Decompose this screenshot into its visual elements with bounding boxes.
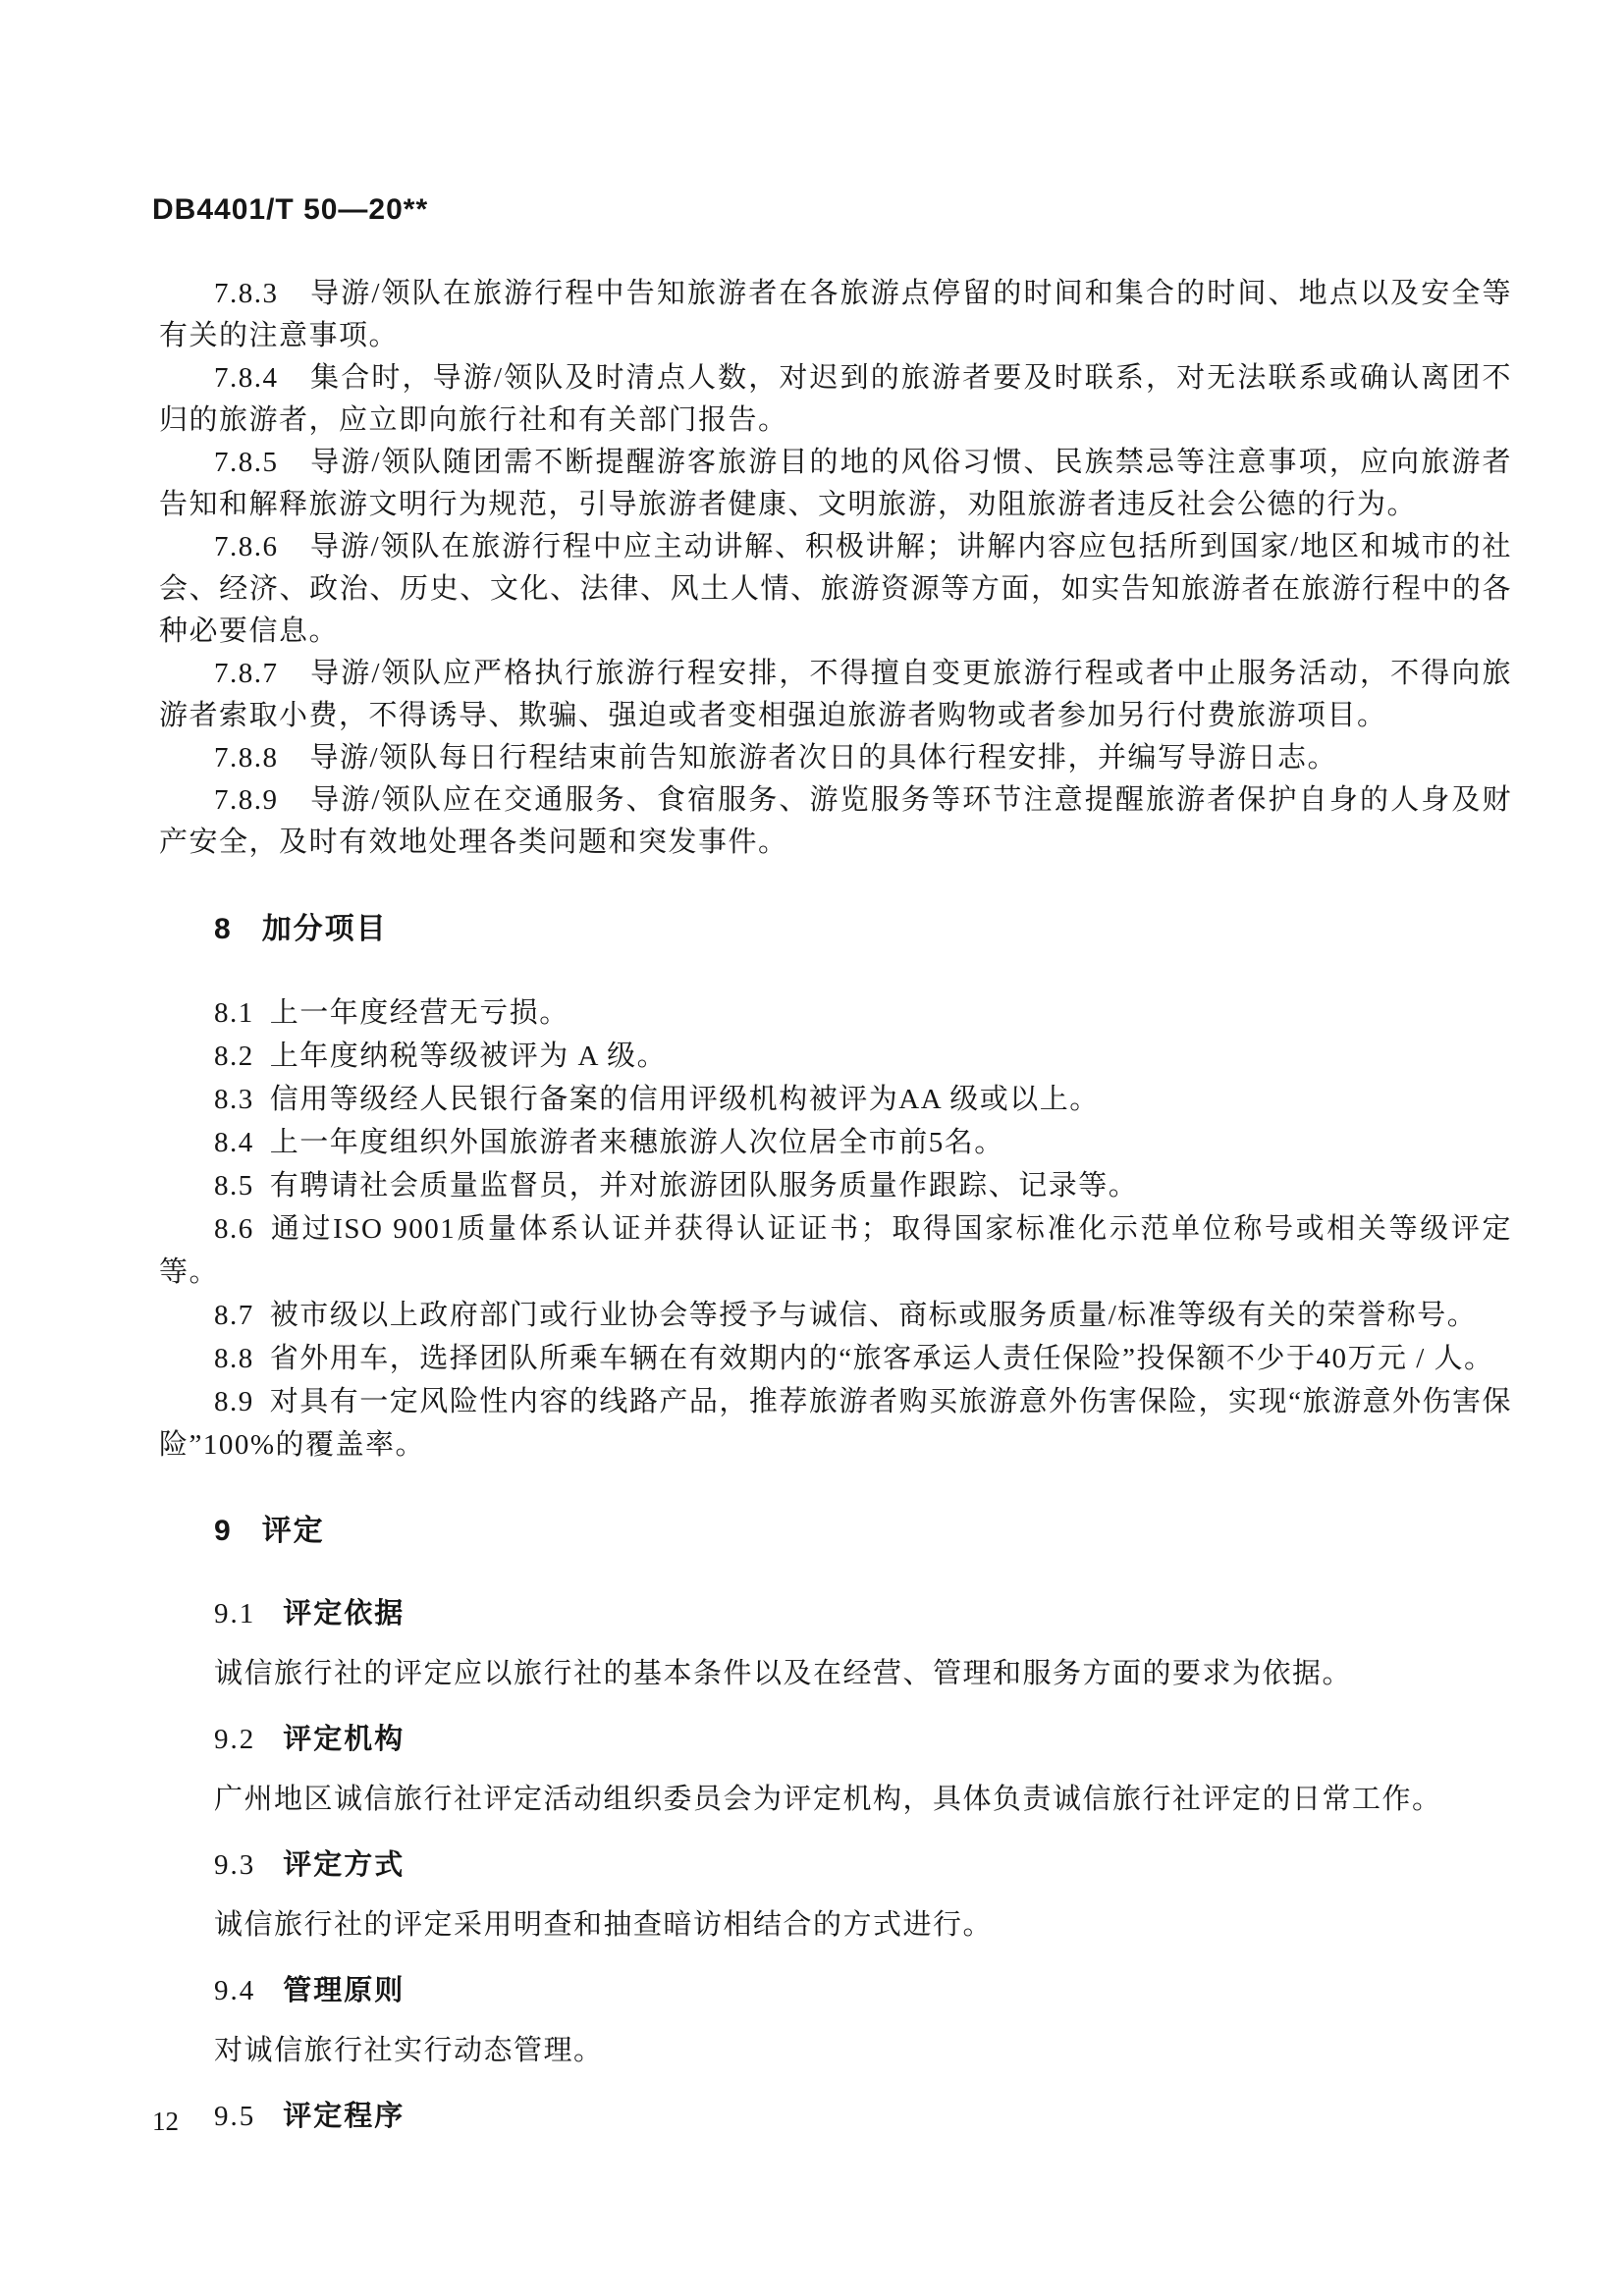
- clause-number: 7.8.3: [214, 278, 279, 309]
- item-number: 8.7: [214, 1300, 254, 1331]
- subsection-9-5-heading: [159, 2096, 1512, 2138]
- item-text: 被市级以上政府部门或行业协会等授予与诚信、商标或服务质量/标准等级有关的荣誉称号。: [269, 1300, 1478, 1331]
- item-text: 上一年度经营无亏损。: [269, 997, 569, 1029]
- page-number: 12: [152, 2107, 179, 2136]
- clause-7-8-9: [159, 779, 1512, 864]
- clause-text: 导游/领队在旅游行程中应主动讲解、积极讲解；讲解内容应包括所到国家/地区和城市的社会、经济、政治、历史、文化、法律、风土人情、旅游资源等方面，如实告知旅游者在旅游行程中的各种必要信息。: [159, 531, 1512, 647]
- clause-7-8-7: [159, 653, 1512, 737]
- subsection-9-2-heading: [159, 1719, 1512, 1761]
- section-9-heading: [159, 1510, 1512, 1552]
- subsection-9-4-body: 对诚信旅行社实行动态管理。: [214, 2035, 604, 2066]
- clause-7-8-8: [159, 737, 1512, 779]
- item-number: 8.1: [214, 997, 254, 1029]
- document-content: [159, 273, 1512, 2138]
- item-text: 信用等级经人民银行备案的信用评级机构被评为AA 级或以上。: [269, 1084, 1100, 1115]
- item-text: 有聘请社会质量监督员，并对旅游团队服务质量作跟踪、记录等。: [269, 1170, 1139, 1201]
- subsection-9-3-heading: [159, 1844, 1512, 1887]
- item-number: 8.4: [214, 1127, 254, 1158]
- clause-number: 7.8.9: [214, 784, 279, 816]
- bonus-item-8-9: [159, 1380, 1512, 1467]
- clause-text: 导游/领队每日行程结束前告知旅游者次日的具体行程安排，并编写导游日志。: [309, 742, 1338, 774]
- subsection-number: 9.2: [214, 1724, 256, 1755]
- item-number: 8.6: [214, 1213, 254, 1245]
- bonus-item-8-5: [159, 1164, 1512, 1207]
- subsection-9-2: [159, 1719, 1512, 1821]
- item-text: 对具有一定风险性内容的线路产品，推荐旅游者购买旅游意外伤害保险，实现“旅游意外伤害保险”100%的覆盖率。: [159, 1386, 1512, 1461]
- subsection-9-5: [159, 2096, 1512, 2138]
- section-title: 加分项目: [261, 913, 388, 945]
- clause-7-8-5: [159, 442, 1512, 526]
- bonus-item-8-1: [159, 991, 1512, 1035]
- clause-number: 7.8.4: [214, 362, 279, 394]
- subsection-9-3: [159, 1844, 1512, 1947]
- clause-7-8-4: [159, 357, 1512, 442]
- section-title: 评定: [261, 1515, 325, 1547]
- bonus-item-8-8: [159, 1337, 1512, 1380]
- item-number: 8.9: [214, 1386, 254, 1417]
- section-number: 9: [214, 1515, 233, 1547]
- clause-number: 7.8.8: [214, 742, 279, 774]
- bonus-item-8-6: [159, 1207, 1512, 1294]
- subsection-number: 9.4: [214, 1975, 256, 2006]
- clause-text: 导游/领队随团需不断提醒游客旅游目的地的风俗习惯、民族禁忌等注意事项，应向旅游者告知和解释旅游文明行为规范，引导旅游者健康、文明旅游，劝阻旅游者违反社会公德的行为。: [159, 447, 1512, 520]
- clause-number: 7.8.5: [214, 447, 279, 478]
- section-8-heading: [159, 908, 1512, 950]
- subsection-title: 评定程序: [283, 2101, 406, 2132]
- subsection-9-2-body: 广州地区诚信旅行社评定活动组织委员会为评定机构，具体负责诚信旅行社评定的日常工作。: [214, 1784, 1442, 1815]
- item-number: 8.2: [214, 1041, 254, 1072]
- document-code-header: DB4401/T 50—20**: [152, 193, 429, 226]
- clause-number: 7.8.7: [214, 658, 279, 689]
- item-number: 8.5: [214, 1170, 254, 1201]
- item-text: 上年度纳税等级被评为 A 级。: [269, 1041, 668, 1072]
- clause-number: 7.8.6: [214, 531, 279, 562]
- subsection-title: 评定方式: [283, 1849, 406, 1881]
- subsection-title: 评定依据: [283, 1598, 406, 1629]
- bonus-item-8-3: [159, 1078, 1512, 1121]
- bonus-item-8-2: [159, 1035, 1512, 1078]
- subsection-title: 评定机构: [283, 1724, 406, 1755]
- item-number: 8.3: [214, 1084, 254, 1115]
- item-text: 上一年度组织外国旅游者来穗旅游人次位居全市前5名。: [269, 1127, 1004, 1158]
- clause-text: 集合时，导游/领队及时清点人数，对迟到的旅游者要及时联系，对无法联系或确认离团不归的旅游者，应立即向旅行社和有关部门报告。: [159, 362, 1512, 436]
- bonus-item-8-4: [159, 1121, 1512, 1164]
- subsection-9-4-heading: [159, 1970, 1512, 2012]
- subsection-number: 9.3: [214, 1849, 256, 1881]
- item-number: 8.8: [214, 1343, 254, 1374]
- clause-text: 导游/领队在旅游行程中告知旅游者在各旅游点停留的时间和集合的时间、地点以及安全等有关的注意事项。: [159, 278, 1512, 351]
- clause-text: 导游/领队应严格执行旅游行程安排，不得擅自变更旅游行程或者中止服务活动，不得向旅游者索取小费，不得诱导、欺骗、强迫或者变相强迫旅游者购物或者参加另行付费旅游项目。: [159, 658, 1512, 731]
- subsection-9-1-body: 诚信旅行社的评定应以旅行社的基本条件以及在经营、管理和服务方面的要求为依据。: [214, 1658, 1353, 1689]
- clause-text: 导游/领队应在交通服务、食宿服务、游览服务等环节注意提醒旅游者保护自身的人身及财产安全，及时有效地处理各类问题和突发事件。: [159, 784, 1512, 858]
- bonus-item-8-7: [159, 1294, 1512, 1337]
- subsection-title: 管理原则: [283, 1975, 406, 2006]
- subsection-9-3-body: 诚信旅行社的评定采用明查和抽查暗访相结合的方式进行。: [214, 1909, 994, 1941]
- subsection-number: 9.5: [214, 2101, 256, 2132]
- clause-7-8-3: [159, 273, 1512, 357]
- subsection-9-1-heading: [159, 1593, 1512, 1635]
- subsection-9-4: [159, 1970, 1512, 2072]
- subsection-number: 9.1: [214, 1598, 256, 1629]
- item-text: 通过ISO 9001质量体系认证并获得认证证书；取得国家标准化示范单位称号或相关等级评定等。: [159, 1213, 1512, 1288]
- subsection-9-1: [159, 1593, 1512, 1695]
- clause-7-8-6: [159, 526, 1512, 653]
- item-text: 省外用车，选择团队所乘车辆在有效期内的“旅客承运人责任保险”投保额不少于40万元 / 人。: [269, 1343, 1494, 1374]
- section-number: 8: [214, 913, 233, 945]
